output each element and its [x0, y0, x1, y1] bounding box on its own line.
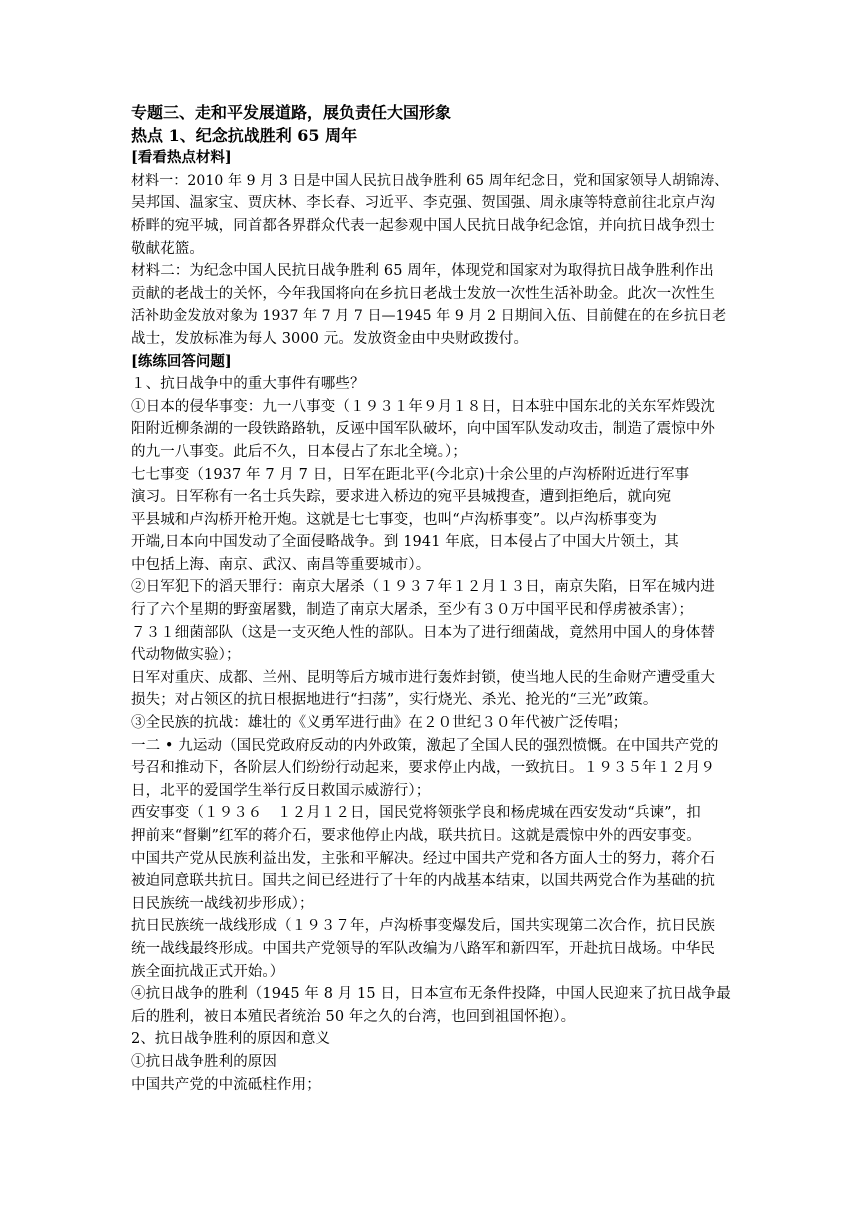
- text-line: 日，北平的爱国学生举行反日救国示威游行）；: [131, 782, 431, 799]
- text-line: ④抗日战争的胜利（1945 年 8 月 15 日，日本宣布无条件投降，中国人民迎来了抗日战争最: [131, 986, 731, 1003]
- text-line: 中国共产党的中流砥柱作用；: [131, 1076, 321, 1093]
- text-line: 演习。日军称有一名士兵失踪，要求进入桥边的宛平县城搜查，遭到拒绝后，就向宛: [131, 489, 672, 506]
- text-line: 材料一：2010 年 9 月 3 日是中国人民抗日战争胜利 65 周年纪念日，党和国家领导人胡锦涛、: [131, 172, 729, 189]
- text-line: 抗日民族统一战线形成（１９３７年，卢沟桥事变爆发后，国共实现第二次合作，抗日民族: [131, 918, 715, 935]
- text-line: 日民族统一战线初步形成）；: [131, 895, 314, 912]
- material-one-paragraph: [131, 170, 731, 260]
- text-line: 代动物做实验）；: [131, 647, 241, 664]
- text-line: 平县城和卢沟桥开枪开炮。这就是七七事变，也叫“卢沟桥事变”。以卢沟桥事变为: [131, 511, 658, 528]
- text-line: 损失；对占领区的抗日根据地进行“扫荡”，实行烧光、杀光、抢光的“三光”政策。: [131, 692, 658, 709]
- answers-body: [131, 373, 731, 1096]
- text-line: 贡献的老战士的关怀，今年我国将向在乡抗日老战士发放一次性生活补助金。此次一次性生: [131, 285, 715, 302]
- text-line: 2、抗日战争胜利的原因和意义: [131, 1031, 331, 1048]
- text-line: ①日本的侵华事变：九一八事变（１９３１年９月１８日，日本驻中国东北的关东军炸毁沈: [131, 398, 715, 415]
- text-line: 阳附近柳条湖的一段铁路路轨，反诬中国军队破坏，向中国军队发动攻击，制造了震惊中外: [131, 421, 715, 438]
- text-line: 敬献花篮。: [131, 240, 204, 257]
- text-line: ７３１细菌部队（这是一支灭绝人性的部队。日本为了进行细菌战，竟然用中国人的身体替: [131, 624, 715, 641]
- text-line: ③全民族的抗战：雄壮的《义勇军进行曲》在２０世纪３０年代被广泛传唱；: [131, 715, 628, 732]
- text-line: 号召和推动下，各阶层人们纷纷行动起来，要求停止内战，一致抗日。１９３５年１２月９: [131, 760, 715, 777]
- material-two-paragraph: [131, 260, 731, 350]
- questions-section-title: [练练回答问题]: [131, 352, 232, 370]
- text-line: 被迫同意联共抗日。国共之间已经进行了十年的内战基本结束，以国共两党合作为基础的抗: [131, 873, 715, 890]
- topic-heading: 专题三、走和平发展道路，展负责任大国形象: [131, 103, 452, 122]
- question-line: １、抗日战争中的重大事件有哪些？: [131, 376, 365, 393]
- text-line: 族全面抗战正式开始。）: [131, 963, 285, 980]
- text-line: 活补助金发放对象为 1937 年 7 月 7 日—1945 年 9 月 2 日期间入伍、目前健在的在乡抗日老: [131, 308, 727, 325]
- hotspot-heading: 热点 1、纪念抗战胜利 65 周年: [131, 125, 358, 145]
- text-line: 吴邦国、温家宝、贾庆林、李长春、习近平、李克强、贺国强、周永康等特意前往北京卢沟: [131, 195, 715, 212]
- text-line: 西安事变（１９３６ １２月１２日，国民党将领张学良和杨虎城在西安发动“兵谏”，扣: [131, 805, 701, 822]
- text-line: 押前来“督剿”红军的蒋介石，要求他停止内战，联共抗日。这就是震惊中外的西安事变。: [131, 828, 701, 844]
- text-line: 日军对重庆、成都、兰州、昆明等后方城市进行轰炸封锁，使当地人民的生命财产遭受重大: [131, 669, 715, 686]
- text-line: 统一战线最终形成。中国共产党领导的军队改编为八路军和新四军，开赴抗日战场。中华民: [131, 940, 715, 957]
- document-page: [131, 102, 731, 1096]
- text-line: 行了六个星期的野蛮屠戮，制造了南京大屠杀，至少有３０万中国平民和俘虏被杀害）；: [131, 602, 694, 619]
- text-line: 一二 • 九运动（国民党政府反动的内外政策，激起了全国人民的强烈愤慨。在中国共产党的: [131, 737, 719, 754]
- text-line: 七七事变（1937 年 7 月 7 日，日军在距北平(今北京)十余公里的卢沟桥附近进行军事: [131, 466, 690, 483]
- materials-section-title: [看看热点材料]: [131, 149, 232, 167]
- text-line: 战士，发放标准为每人 3000 元。发放资金由中央财政拨付。: [131, 330, 529, 347]
- text-line: 的九一八事变。此后不久，日本侵占了东北全境。）；: [131, 443, 467, 460]
- text-line: 开端,日本向中国发动了全面侵略战争。到 1941 年底，日本侵占了中国大片领土，其: [131, 534, 679, 551]
- text-line: 中国共产党从民族利益出发，主张和平解决。经过中国共产党和各方面人士的努力，蒋介石: [131, 850, 715, 867]
- text-line: ②日军犯下的滔天罪行：南京大屠杀（１９３７年１２月１３日，南京失陷，日军在城内进: [131, 579, 715, 596]
- text-line: 材料二：为纪念中国人民抗日战争胜利 65 周年，体现党和国家对为取得抗日战争胜利作出: [131, 263, 714, 280]
- text-line: 桥畔的宛平城，同首都各界群众代表一起参观中国人民抗日战争纪念馆，并向抗日战争烈士: [131, 217, 715, 234]
- text-line: 后的胜利，被日本殖民者统治 50 年之久的台湾，也回到祖国怀抱）。: [131, 1008, 576, 1025]
- text-line: ①抗日战争胜利的原因: [131, 1053, 277, 1070]
- text-line: 中包括上海、南京、武汉、南昌等重要城市）。: [131, 556, 431, 573]
